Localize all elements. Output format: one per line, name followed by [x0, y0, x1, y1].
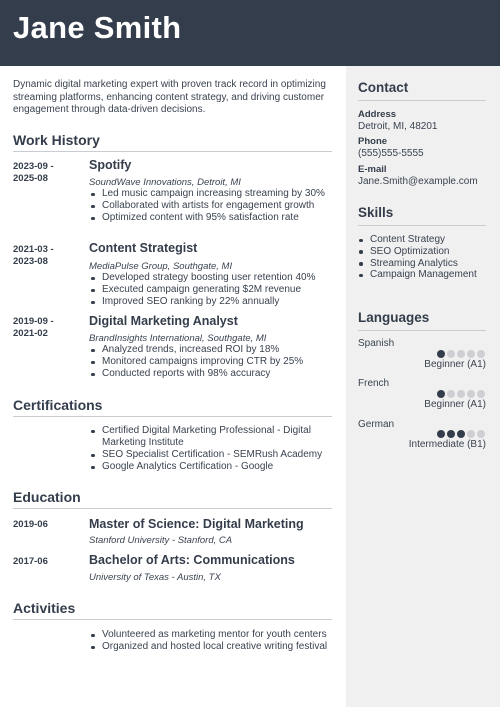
job-date — [13, 316, 54, 340]
education-date: 2017-06 — [13, 556, 48, 567]
languages-divider — [358, 330, 486, 331]
list-item: SEO Specialist Certification - SEMRush Academy — [89, 449, 339, 461]
contact-divider — [358, 100, 486, 101]
job-bullets — [89, 272, 339, 308]
job-bullets — [89, 344, 339, 380]
address-value: Detroit, MI, 48201 — [358, 121, 438, 132]
languages-heading: Languages — [358, 310, 430, 325]
address-label: Address — [358, 109, 397, 120]
list-item: Conducted reports with 98% accuracy — [89, 368, 339, 380]
rating-dot-empty — [467, 430, 475, 438]
list-item: SEO Optimization — [358, 246, 486, 258]
work-history-divider — [13, 151, 332, 152]
rating-dot-empty — [457, 350, 465, 358]
job-date-start: 2019-09 - — [13, 316, 54, 327]
list-item: Google Analytics Certification - Google — [89, 461, 339, 473]
rating-dot-filled — [437, 430, 445, 438]
list-item: Improved SEO ranking by 22% annually — [89, 296, 339, 308]
list-item: Volunteered as marketing mentor for youth centers — [89, 629, 339, 641]
job-title: Spotify — [89, 158, 132, 172]
education-degree: Master of Science: Digital Marketing — [89, 517, 304, 531]
activities-divider — [13, 619, 332, 620]
phone-label: Phone — [358, 136, 388, 147]
education-divider — [13, 508, 332, 509]
rating-dot-empty — [477, 390, 485, 398]
certifications-heading: Certifications — [13, 397, 103, 413]
skills-list — [358, 234, 486, 281]
language-name: German — [358, 419, 395, 430]
education-school: University of Texas - Austin, TX — [89, 572, 221, 583]
certifications-divider — [13, 416, 332, 417]
job-company: BrandInsights International, Southgate, MI — [89, 333, 267, 344]
rating-dot-empty — [447, 390, 455, 398]
language-rating — [437, 390, 485, 398]
job-title: Digital Marketing Analyst — [89, 314, 238, 328]
rating-dot-filled — [457, 430, 465, 438]
education-degree: Bachelor of Arts: Communications — [89, 553, 295, 567]
list-item: Streaming Analytics — [358, 258, 486, 270]
list-item: Campaign Management — [358, 269, 486, 281]
job-date — [13, 244, 54, 268]
certifications-list — [89, 425, 339, 473]
language-rating — [437, 350, 485, 358]
education-date: 2019-06 — [13, 519, 48, 530]
job-bullets — [89, 188, 339, 224]
job-date-end: 2025-08 — [13, 173, 48, 184]
language-name: French — [358, 378, 390, 389]
resume-header — [0, 0, 500, 66]
language-level: Beginner (A1) — [424, 359, 486, 370]
rating-dot-empty — [447, 350, 455, 358]
job-title: Content Strategist — [89, 241, 198, 255]
activities-list — [89, 629, 339, 653]
rating-dot-empty — [457, 390, 465, 398]
rating-dot-empty — [467, 390, 475, 398]
language-level: Beginner (A1) — [424, 399, 486, 410]
rating-dot-filled — [437, 350, 445, 358]
job-date — [13, 161, 54, 185]
list-item: Analyzed trends, increased ROI by 18% — [89, 344, 339, 356]
education-heading: Education — [13, 489, 81, 505]
work-history-heading: Work History — [13, 132, 100, 148]
rating-dot-empty — [467, 350, 475, 358]
education-school: Stanford University - Stanford, CA — [89, 535, 233, 546]
contact-heading: Contact — [358, 80, 409, 95]
job-company: MediaPulse Group, Southgate, MI — [89, 261, 233, 272]
email-value: Jane.Smith@example.com — [358, 176, 478, 187]
list-item: Content Strategy — [358, 234, 486, 246]
list-item: Collaborated with artists for engagement growth — [89, 200, 339, 212]
list-item: Developed strategy boosting user retention 40% — [89, 272, 339, 284]
job-date-end: 2023-08 — [13, 256, 48, 267]
job-date-start: 2021-03 - — [13, 244, 54, 255]
phone-value: (555)555-5555 — [358, 148, 424, 159]
list-item: Optimized content with 95% satisfaction rate — [89, 212, 339, 224]
rating-dot-empty — [477, 350, 485, 358]
list-item: Monitored campaigns improving CTR by 25% — [89, 356, 339, 368]
list-item: Certified Digital Marketing Professional - Digital Marketing Institute — [89, 425, 339, 449]
list-item: Organized and hosted local creative writing festival — [89, 641, 339, 653]
rating-dot-empty — [477, 430, 485, 438]
skills-heading: Skills — [358, 205, 394, 220]
language-level: Intermediate (B1) — [408, 439, 486, 450]
language-name: Spanish — [358, 338, 395, 349]
job-date-end: 2021-02 — [13, 328, 48, 339]
rating-dot-filled — [447, 430, 455, 438]
list-item: Led music campaign increasing streaming by 30% — [89, 188, 339, 200]
email-label: E-mail — [358, 164, 387, 175]
job-date-start: 2023-09 - — [13, 161, 54, 172]
language-rating — [437, 430, 485, 438]
rating-dot-filled — [437, 390, 445, 398]
job-company: SoundWave Innovations, Detroit, MI — [89, 177, 241, 188]
activities-heading: Activities — [13, 600, 76, 616]
summary-text: Dynamic digital marketing expert with proven track record in optimizing streaming platforms, enhancing content strategy, and driving customer engagement through data-driven decisions. — [13, 79, 326, 115]
candidate-name: Jane Smith — [13, 10, 182, 45]
list-item: Executed campaign generating $2M revenue — [89, 284, 339, 296]
skills-divider — [358, 225, 486, 226]
